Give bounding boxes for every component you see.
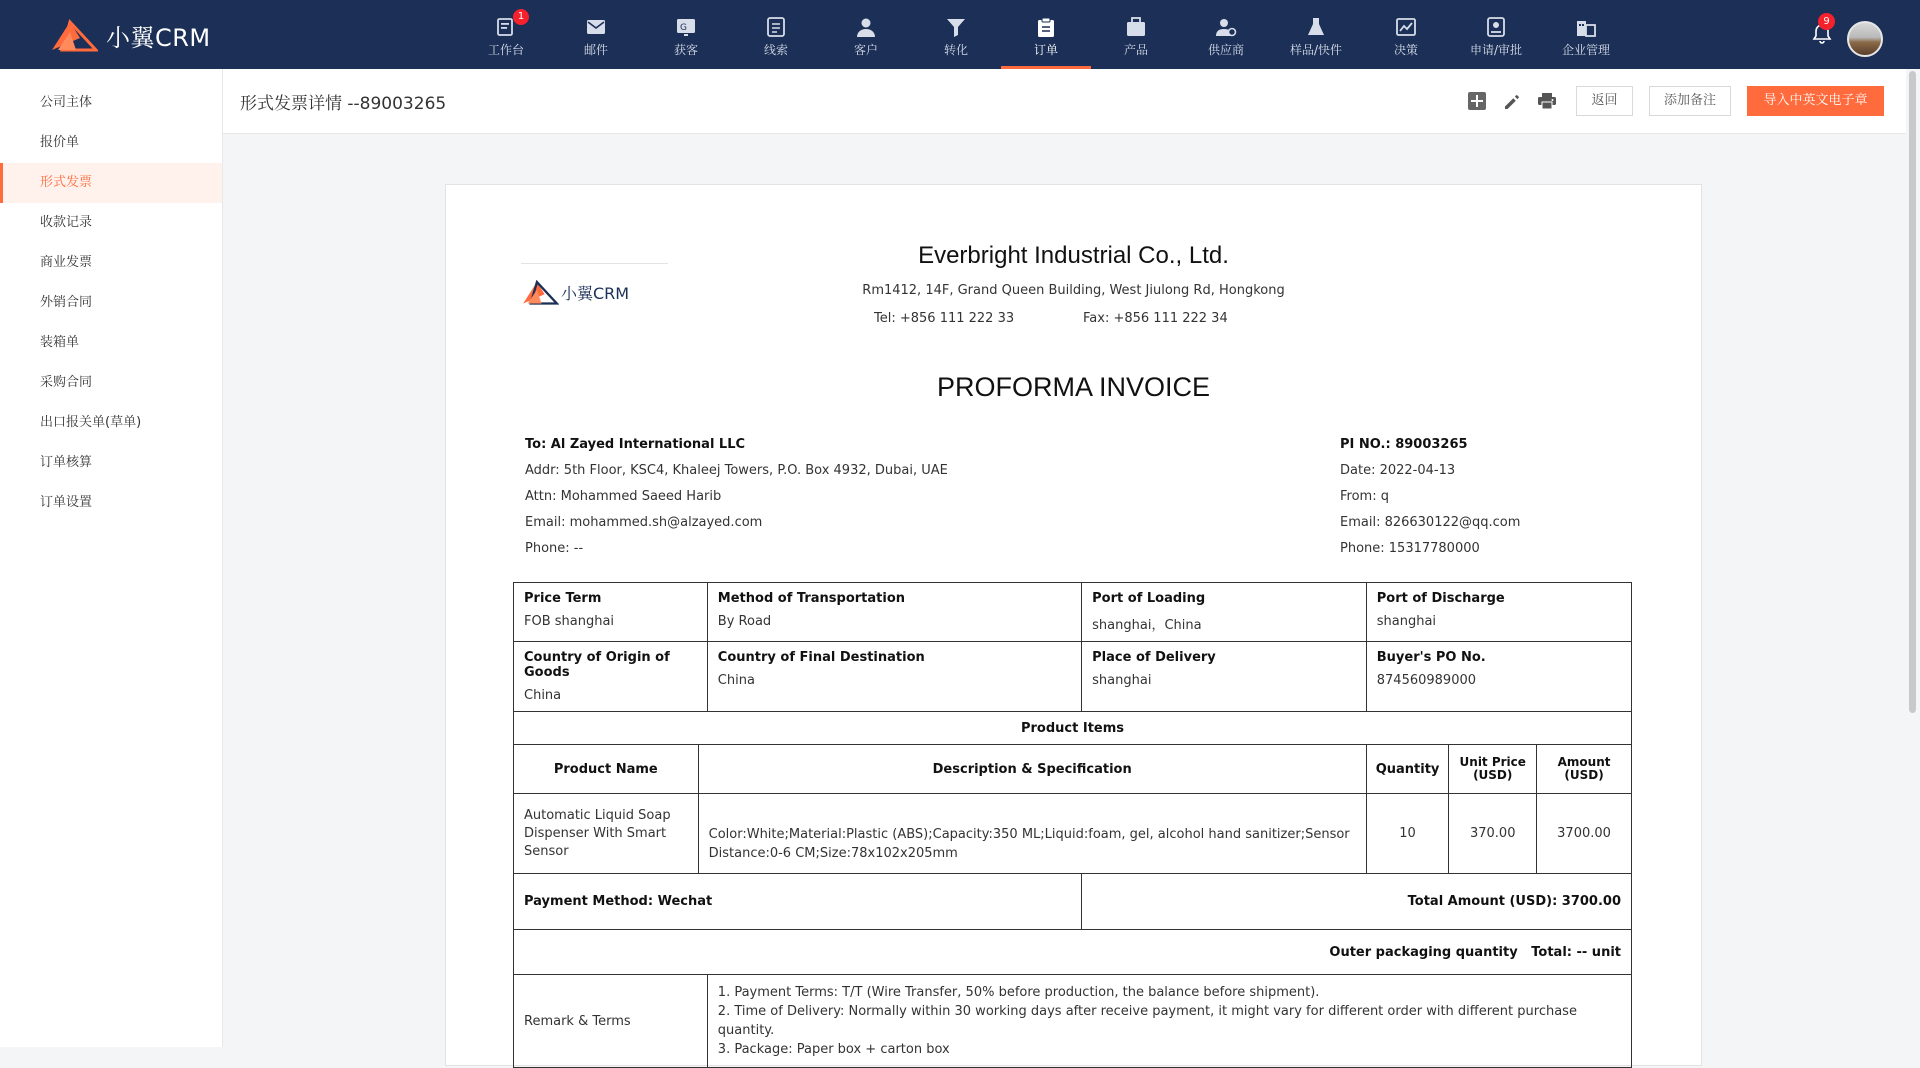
nav-item-label: 样品/快件 (1289, 43, 1343, 57)
origin-cell (514, 642, 708, 712)
item-unit-price: 370.00 (1449, 794, 1537, 874)
items-header-row (514, 745, 1632, 794)
product-icon (1125, 16, 1147, 38)
terms-row (514, 583, 1632, 642)
price-term-label: Price Term (524, 591, 602, 606)
remark-label: Remark & Terms (514, 975, 708, 1068)
discharge-cell (1366, 583, 1631, 642)
logo-icon (50, 18, 98, 52)
approval-icon (1485, 16, 1507, 38)
top-navigation-bar (0, 0, 1920, 70)
destination-value: China (717, 673, 755, 688)
nav-item-label: 工作台 (487, 43, 524, 57)
nav-item-label: 获客 (673, 43, 698, 57)
price-term-value: FOB shanghai (524, 614, 615, 629)
col-quantity: Quantity (1366, 745, 1449, 794)
terms-row (514, 642, 1632, 712)
total-amount: Total Amount (USD): 3700.00 (1082, 874, 1632, 930)
order-icon (1035, 16, 1057, 38)
pi-info (1340, 432, 1520, 562)
col-amount: Amount (USD) (1537, 745, 1632, 794)
nav-item-approval[interactable] (1451, 0, 1541, 69)
transport-value: By Road (717, 614, 772, 629)
discharge-label: Port of Discharge (1376, 591, 1505, 606)
transport-cell (707, 583, 1081, 642)
total-row (514, 874, 1632, 930)
main-nav (461, 0, 1631, 69)
funnel-icon (945, 16, 967, 38)
remark-line: 2. Time of Delivery: Normally within 30 working days after receive payment, it might vary for different order with different purchase quantity. (717, 1004, 1577, 1038)
sidebar-item[interactable]: 形式发票 (0, 163, 222, 203)
col-description: Description & Specification (698, 745, 1366, 794)
item-name: Automatic Liquid Soap Dispenser With Smart Sensor (514, 794, 699, 874)
sidebar (0, 69, 223, 1047)
po-cell (1366, 642, 1631, 712)
buyer-email: Email: mohammed.sh@alzayed.com (525, 515, 763, 530)
sidebar-item[interactable]: 出口报关单(草单) (40, 415, 142, 430)
invoice-document (445, 184, 1702, 1066)
item-quantity: 10 (1366, 794, 1449, 874)
add-box-icon[interactable] (1467, 91, 1487, 111)
item-amount: 3700.00 (1537, 794, 1632, 874)
nav-item-label: 转化 (943, 43, 968, 57)
buyer-name: To: Al Zayed International LLC (525, 437, 746, 452)
origin-label: Country of Origin of Goods (524, 650, 670, 680)
page-header (223, 69, 1920, 134)
buyer-address: Addr: 5th Floor, KSC4, Khaleej Towers, P.O. Box 4932, Dubai, UAE (525, 463, 948, 478)
sidebar-item[interactable]: 公司主体 (40, 95, 93, 110)
sample-icon (1305, 16, 1327, 38)
origin-value: China (524, 688, 562, 703)
nav-item-label: 线索 (763, 43, 788, 57)
document-title: PROFORMA INVOICE (936, 372, 1211, 402)
company-name: Everbright Industrial Co., Ltd. (918, 242, 1229, 269)
pi-number: PI NO.: 89003265 (1340, 437, 1468, 452)
import-e-seal-button[interactable]: 导入中英文电子章 (1747, 86, 1884, 116)
remark-terms (707, 975, 1631, 1068)
payment-method: Payment Method: Wechat (514, 874, 1082, 930)
company-tel: Tel: +856 111 222 33 (874, 311, 1015, 326)
nav-item-funnel[interactable] (911, 0, 1001, 69)
page-title: 形式发票详情 --89003265 (240, 94, 447, 114)
user-avatar[interactable] (1847, 21, 1883, 57)
edit-pencil-icon[interactable] (1502, 91, 1522, 111)
nav-item-label: 决策 (1393, 43, 1418, 57)
nav-item-label: 客户 (853, 43, 878, 57)
item-description: Color:White;Material:Plastic (ABS);Capacity:350 ML;Liquid:foam, gel, alcohol hand sanitizer;Sensor Distance:0-6 CM;Size:78x102x205mm (698, 794, 1366, 874)
nav-item-supplier[interactable] (1181, 0, 1271, 69)
buyer-attn: Attn: Mohammed Saeed Harib (525, 489, 722, 504)
nav-badge: 1 (513, 9, 529, 25)
sidebar-item[interactable]: 订单核算 (40, 455, 93, 470)
sidebar-item[interactable]: 装箱单 (40, 335, 80, 350)
app-logo[interactable] (50, 17, 211, 53)
nav-item-customer[interactable] (821, 0, 911, 69)
acquire-icon (675, 16, 697, 38)
sidebar-item[interactable]: 报价单 (40, 135, 80, 150)
pi-from: From: q (1340, 489, 1389, 504)
product-items-title: Product Items (514, 712, 1632, 745)
discharge-value: shanghai (1376, 614, 1437, 629)
invoice-table (513, 582, 1632, 1068)
svg-text:G: G (680, 23, 687, 33)
nav-item-decision[interactable] (1361, 0, 1451, 69)
sidebar-item[interactable]: 采购合同 (40, 375, 93, 390)
nav-item-product[interactable] (1091, 0, 1181, 69)
nav-item-label: 产品 (1123, 43, 1148, 57)
delivery-label: Place of Delivery (1092, 650, 1216, 665)
nav-item-label: 供应商 (1207, 43, 1244, 57)
leads-icon (765, 16, 787, 38)
remark-row (514, 975, 1632, 1068)
table-row (514, 794, 1632, 874)
nav-item-sample[interactable] (1271, 0, 1361, 69)
buyer-info (525, 432, 948, 562)
transport-label: Method of Transportation (717, 591, 906, 606)
nav-item-acquire[interactable] (641, 0, 731, 69)
loading-value: shanghai，China (1092, 618, 1202, 633)
col-product-name: Product Name (514, 745, 699, 794)
col-unit-price: Unit Price (USD) (1449, 745, 1537, 794)
po-label: Buyer's PO No. (1376, 650, 1486, 665)
back-button[interactable]: 返回 (1576, 86, 1633, 116)
loading-label: Port of Loading (1092, 591, 1206, 606)
po-value: 874560989000 (1376, 673, 1477, 688)
sidebar-item[interactable]: 商业发票 (40, 255, 93, 270)
nav-item-label: 邮件 (583, 43, 608, 57)
remark-line: 3. Package: Paper box + carton box (717, 1042, 950, 1057)
sidebar-item[interactable]: 外销合同 (40, 295, 93, 310)
supplier-icon (1215, 16, 1237, 38)
price-term-cell (514, 583, 708, 642)
customer-icon (855, 16, 877, 38)
nav-item-label: 申请/审批 (1469, 43, 1523, 57)
pi-date: Date: 2022-04-13 (1340, 463, 1456, 478)
print-icon[interactable] (1537, 91, 1557, 111)
company-fax: Fax: +856 111 222 34 (1083, 311, 1228, 326)
add-note-button[interactable]: 添加备注 (1649, 86, 1731, 116)
app-brand-name: 小翼CRM (106, 23, 211, 52)
pi-phone: Phone: 15317780000 (1340, 541, 1480, 556)
company-address: Rm1412, 14F, Grand Queen Building, West Jiulong Rd, Hongkong (862, 283, 1285, 298)
buyer-phone: Phone: -- (525, 541, 584, 556)
enterprise-icon (1575, 16, 1597, 38)
destination-cell (707, 642, 1081, 712)
loading-cell (1082, 583, 1367, 642)
pi-email: Email: 826630122@qq.com (1340, 515, 1521, 530)
nav-item-label: 订单 (1033, 43, 1058, 57)
nav-item-workbench[interactable] (461, 0, 551, 69)
mail-icon (585, 16, 607, 38)
delivery-cell (1082, 642, 1367, 712)
delivery-value: shanghai (1092, 673, 1152, 688)
outer-packaging-quantity: Outer packaging quantity Total: -- unit (514, 930, 1632, 975)
sidebar-item[interactable]: 收款记录 (40, 215, 93, 230)
notification-badge: 9 (1818, 13, 1835, 30)
sidebar-item[interactable]: 订单设置 (40, 495, 93, 510)
nav-item-enterprise[interactable] (1541, 0, 1631, 69)
destination-label: Country of Final Destination (717, 650, 925, 665)
nav-item-leads[interactable] (731, 0, 821, 69)
company-logo-text: 小翼CRM (561, 283, 630, 303)
nav-item-label: 企业管理 (1561, 43, 1610, 57)
decision-icon (1395, 16, 1417, 38)
nav-item-mail[interactable] (551, 0, 641, 69)
nav-item-order[interactable] (1001, 0, 1091, 69)
remark-line: 1. Payment Terms: T/T (Wire Transfer, 50% before production, the balance before shipment). (717, 985, 1320, 1000)
scrollbar-thumb[interactable] (1909, 71, 1916, 713)
